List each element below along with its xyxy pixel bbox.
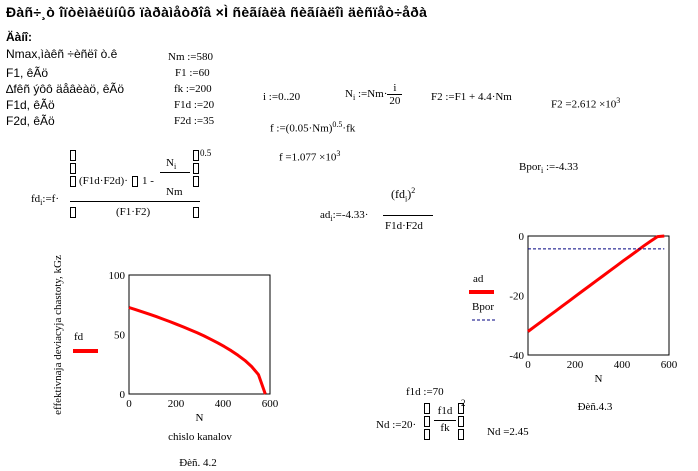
chart-fd-legend <box>73 331 98 351</box>
f-result-value: f =1.077 ×10 <box>279 151 337 164</box>
nd-lhs[interactable]: Nd :=20· <box>376 419 417 431</box>
fd-nm: Nm <box>166 186 183 198</box>
f-def-exp: 0.5 <box>332 120 343 129</box>
fd-ni-name: N <box>166 157 174 169</box>
y-tick-label: -20 <box>509 290 524 303</box>
ad-lhs-eq: :=-4.33· <box>332 209 369 221</box>
legend-label-ad: ad <box>473 273 484 285</box>
param-name-f1d: F1d, êÃö <box>6 98 55 112</box>
param-name-nmax: Nmax,ìàêñ ÷èñëî ò.ê <box>6 47 118 61</box>
param-expr-f1[interactable]: F1 :=60 <box>175 67 210 79</box>
chart-ad-plot-frame <box>528 236 669 355</box>
nd-result[interactable]: Nd =2.45 <box>487 426 529 438</box>
y-tick-label: 0 <box>119 389 125 401</box>
ad-num-sub: i <box>405 194 408 204</box>
chart-fd-caption: Ðèñ. 4.2 <box>179 457 217 469</box>
y-tick-label: -40 <box>509 350 524 362</box>
f2-definition[interactable]: F2 :=F1 + 4.4·Nm <box>431 91 512 103</box>
f-def-tail: ·fk <box>342 122 356 135</box>
series-line-fd <box>129 308 265 395</box>
ni-fraction-num: i <box>387 82 402 95</box>
chart-ad-legend <box>469 273 496 320</box>
f1d-definition[interactable]: f1d :=70 <box>406 386 444 398</box>
ni-sub: i <box>352 93 356 103</box>
y-tick-label: 50 <box>114 329 125 342</box>
param-expr-fk[interactable]: fk :=200 <box>174 83 212 95</box>
x-tick-label: 200 <box>167 398 185 410</box>
fd-lhs-name: fd <box>31 193 41 205</box>
fd-lhs-eq: :=f· <box>42 193 59 205</box>
bpor-lhs: Bpor <box>519 161 541 173</box>
f2-result-exp: 3 <box>616 96 621 105</box>
chart-fd-ticks <box>109 270 279 410</box>
ad-num-exp: 2 <box>411 186 416 195</box>
fd-exponent: 0.5 <box>200 148 212 158</box>
f2-result-value: F2 =2.612 ×10 <box>551 98 617 111</box>
param-expr-f2d[interactable]: F2d :=35 <box>174 115 215 127</box>
chart-ad-xlabel: N <box>594 373 603 385</box>
chart-ad-ticks <box>509 231 677 371</box>
legend-label-bpor: Bpor <box>472 301 494 313</box>
chart-fd-xlabel: N <box>195 412 204 424</box>
x-tick-label: 400 <box>613 359 631 371</box>
series-line-ad <box>528 236 664 332</box>
fd-denominator: (F1·F2) <box>116 206 151 218</box>
ad-lhs-sub: i <box>330 214 333 224</box>
bpor-sub: i <box>541 166 544 176</box>
y-tick-label: 0 <box>518 231 524 243</box>
ad-denominator: F1d·F2d <box>385 220 423 232</box>
nd-denominator: fk <box>440 422 450 434</box>
chart-fd-ylabel: effektivnaja deviacyja chastoty, kGz <box>52 255 64 415</box>
x-tick-label: 0 <box>525 359 531 371</box>
x-tick-label: 600 <box>261 398 279 410</box>
legend-label-fd: fd <box>74 331 84 343</box>
param-name-f2d: F2d, êÃö <box>6 114 55 128</box>
x-tick-label: 200 <box>566 359 584 371</box>
x-tick-label: 0 <box>126 398 132 410</box>
ad-num-close: ) <box>407 187 412 201</box>
chart-ad-series <box>528 236 665 332</box>
y-tick-label: 100 <box>108 270 125 282</box>
ni-lhs: N <box>345 88 353 101</box>
document-title: Ðàñ÷¸ò îïòèìàëüíûõ ïàðàìåòðîâ ×Ì ñèãíàëà ñèãíàëîì äèñïåò÷åðà <box>6 4 428 20</box>
chart-fd-xlabel-secondary: chislo kanalov <box>168 431 232 443</box>
fd-numerator-b: 1 - <box>142 175 154 187</box>
ad-num-open: (fd <box>391 187 405 201</box>
fd-numerator-a: (F1d·F2d)· <box>79 175 128 187</box>
range-definition[interactable]: i :=0..20 <box>263 91 301 103</box>
x-tick-label: 600 <box>660 359 678 371</box>
f-def-base: f :=(0.05·Nm) <box>270 122 333 135</box>
chart-fd-series <box>129 307 266 394</box>
ad-lhs-name: ad <box>320 209 331 221</box>
chart-ad-caption: Ðèñ.4.3 <box>577 401 613 413</box>
f-result-exp: 3 <box>336 149 341 158</box>
nd-numerator: f1d <box>437 405 453 417</box>
ni-rhs: :=Nm· <box>357 88 388 101</box>
param-expr-nm[interactable]: Nm :=580 <box>168 51 214 63</box>
x-tick-label: 400 <box>214 398 232 410</box>
given-label: Äàíî: <box>6 30 33 44</box>
nd-exponent: 2 <box>461 398 466 408</box>
param-expr-f1d[interactable]: F1d :=20 <box>174 99 215 111</box>
ni-fraction-den: 20 <box>389 95 401 107</box>
param-name-fk: ∆fêñ ýôô äåâèàö, êÃö <box>6 82 125 96</box>
fd-ni-sub: i <box>173 162 177 172</box>
chart-ad[interactable] <box>469 231 678 413</box>
bpor-rhs: :=-4.33 <box>545 161 579 173</box>
fd-lhs-sub: i <box>40 198 43 208</box>
param-name-f1: F1, êÃö <box>6 66 49 80</box>
chart-fd[interactable] <box>52 255 279 469</box>
